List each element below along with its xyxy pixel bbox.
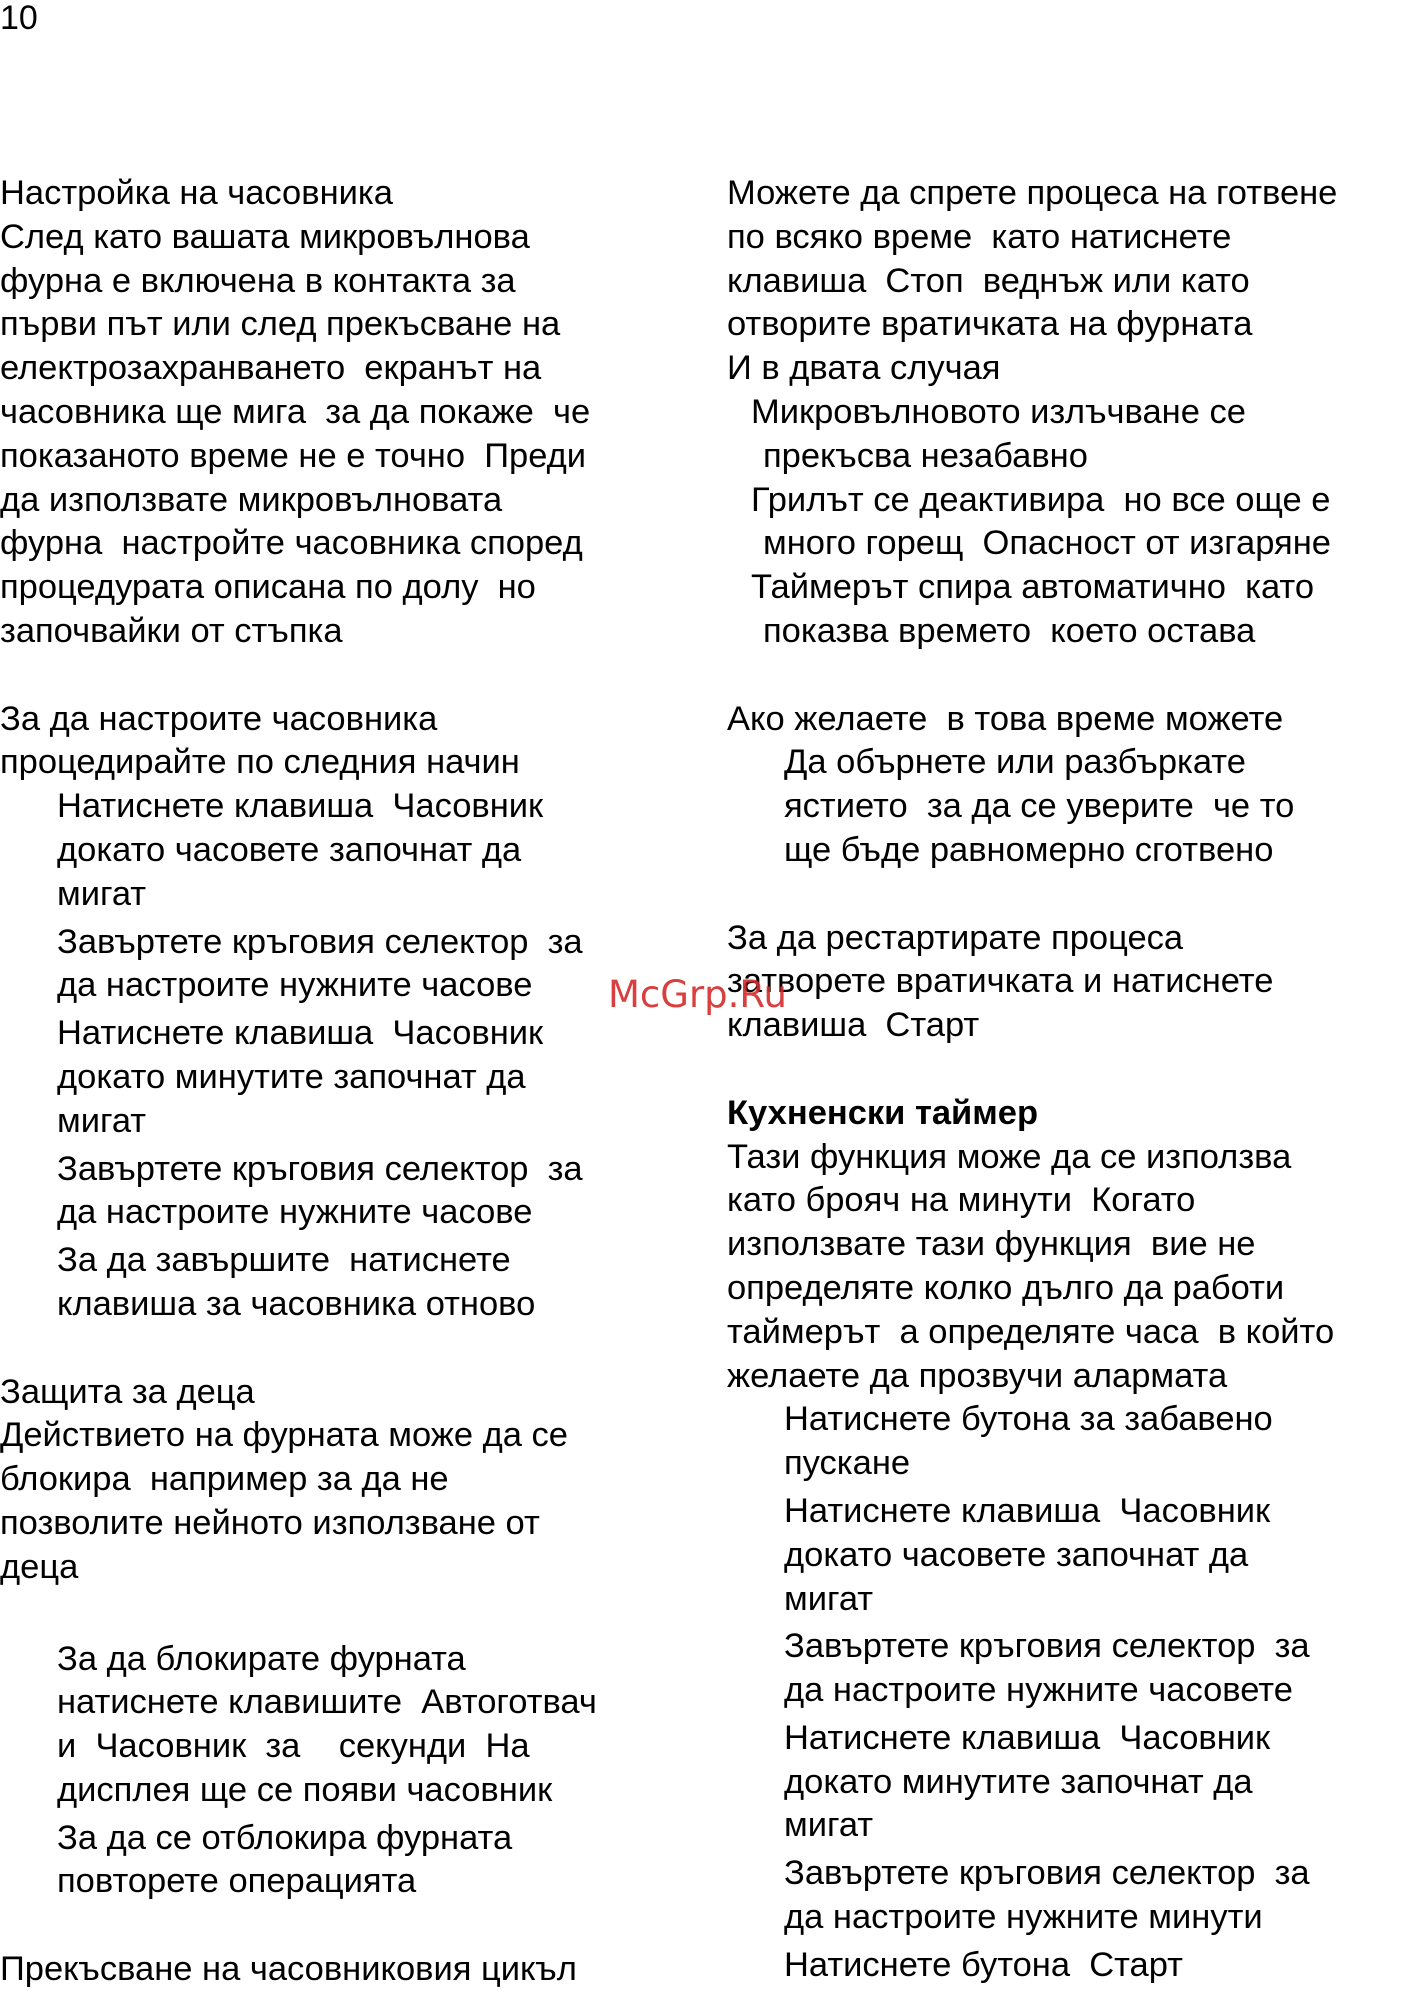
text-line: Действието на фурната може да се xyxy=(0,1416,568,1455)
spacer xyxy=(0,1327,690,1371)
spacer xyxy=(0,1904,690,1948)
text-line: докато часовете започнат да xyxy=(57,830,522,869)
list-item xyxy=(784,1398,1403,1486)
text-line: Натиснете клавиша Часовник xyxy=(784,1718,1271,1757)
text-line: дисплея ще се появи часовник xyxy=(57,1770,553,1809)
child-lock-section-title: Защита за деца xyxy=(0,1372,255,1411)
text-line: мигат xyxy=(784,1806,874,1845)
wish-list-item xyxy=(727,741,1403,872)
page-number: 10 xyxy=(0,0,38,37)
text-line: електрозахранването екранът на xyxy=(0,349,542,388)
text-line: като брояч на минути Когато xyxy=(727,1181,1196,1220)
text-line: За да се отблокира фурната xyxy=(57,1818,513,1857)
list-item xyxy=(784,1625,1403,1713)
right-column xyxy=(727,172,1403,1988)
clock-intro-paragraph xyxy=(0,216,690,654)
watermark-text: McGrp.Ru xyxy=(608,973,787,1016)
text-line: мигат xyxy=(57,1101,147,1140)
text-line: И в двата случая xyxy=(727,349,1001,388)
spacer xyxy=(0,1590,690,1638)
text-line: таймерът а определяте часа в който xyxy=(727,1312,1335,1351)
list-item xyxy=(57,1239,690,1327)
wish-intro-text: Ако желаете в това време можете xyxy=(727,699,1284,738)
text-line: да настроите нужните минути xyxy=(784,1898,1263,1937)
text-line: докато часовете започнат да xyxy=(784,1535,1249,1574)
clock-steps-list xyxy=(0,785,690,1327)
clock-procedure-paragraph xyxy=(0,698,690,786)
text-line: прекъсва незабавно xyxy=(763,436,1088,475)
text-line: Натиснете клавиша Часовник xyxy=(784,1491,1271,1530)
stop-effects-list xyxy=(727,391,1403,654)
text-line: Завъртете кръговия селектор за xyxy=(784,1627,1310,1666)
text-line: да използвате микровълновата xyxy=(0,480,503,519)
clock-section-title: Настройка на часовника xyxy=(0,174,393,212)
text-line: определяте колко дълго да работи xyxy=(727,1268,1285,1307)
text-line: Тази функция може да се използва xyxy=(727,1137,1292,1176)
stop-intro-paragraph xyxy=(727,172,1403,391)
text-line: да настроите нужните часове xyxy=(57,1193,533,1232)
list-item xyxy=(57,1638,690,1813)
text-line: докато минутите започнат да xyxy=(784,1762,1253,1801)
text-line: За да настроите часовника xyxy=(0,699,438,738)
list-item xyxy=(784,1490,1403,1621)
left-column xyxy=(0,172,690,1992)
text-line: Завъртете кръговия селектор за xyxy=(57,1149,583,1188)
text-line: ще бъде равномерно сготвено xyxy=(784,830,1274,869)
text-line: желаете да прозвучи алармата xyxy=(727,1356,1228,1395)
list-item xyxy=(784,1944,1403,1988)
text-line: За да рестартирате процеса xyxy=(727,918,1184,957)
spacer xyxy=(727,654,1403,698)
child-lock-steps-list xyxy=(0,1638,690,1905)
text-line: фурна настройте часовника според xyxy=(0,524,583,563)
text-line: затворете вратичката и натиснете xyxy=(727,962,1274,1001)
text-line: Да обърнете или разбъркате xyxy=(784,743,1246,782)
text-line: мигат xyxy=(784,1579,874,1618)
text-line: мигат xyxy=(57,874,147,913)
spacer xyxy=(727,1048,1403,1092)
list-item xyxy=(727,566,1403,654)
text-line: блокира например за да не xyxy=(0,1460,449,1499)
list-item xyxy=(57,785,690,916)
list-item xyxy=(57,921,690,1009)
text-line: започвайки от стъпка xyxy=(0,611,343,650)
text-line: клавиша Старт xyxy=(727,1006,980,1045)
list-item xyxy=(727,391,1403,479)
text-line: по всяко време като натиснете xyxy=(727,217,1232,256)
text-line: часовника ще мига за да покаже че xyxy=(0,392,591,431)
kitchen-timer-section-title: Кухненски таймер xyxy=(727,1093,1039,1132)
text-line: Натиснете бутона за забавено xyxy=(784,1400,1273,1439)
text-line: първи път или след прекъсване на xyxy=(0,305,561,344)
text-line: използвате тази функция вие не xyxy=(727,1225,1256,1264)
text-line: и Часовник за секунди На xyxy=(57,1727,530,1766)
kitchen-timer-steps-list xyxy=(727,1398,1403,1987)
text-line: процедирайте по следния начин xyxy=(0,743,520,782)
text-line: Натиснете клавиша Часовник xyxy=(57,1014,544,1053)
text-line: натиснете клавишите Автоготвач xyxy=(57,1683,597,1722)
text-line: Натиснете бутона Старт xyxy=(784,1945,1183,1984)
interrupt-section-title: Прекъсване на часовниковия цикъл xyxy=(0,1950,577,1989)
kitchen-timer-intro-paragraph xyxy=(727,1136,1403,1399)
text-line: пускане xyxy=(784,1444,911,1483)
text-line: позволите нейното използване от xyxy=(0,1503,540,1542)
text-line: ястието за да се уверите че то xyxy=(784,787,1295,826)
text-line: деца xyxy=(0,1547,79,1586)
child-lock-intro-paragraph xyxy=(0,1414,690,1589)
text-line: много горещ Опасност от изгаряне xyxy=(763,524,1331,563)
text-line: повторете операцията xyxy=(57,1862,417,1901)
text-line: Завъртете кръговия селектор за xyxy=(57,922,583,961)
text-line: показаното време не е точно Преди xyxy=(0,436,587,475)
restart-paragraph xyxy=(727,917,1403,1048)
text-line: фурна е включена в контакта за xyxy=(0,261,516,300)
text-line: Таймерът спира автоматично като xyxy=(751,568,1315,607)
spacer xyxy=(727,873,1403,917)
text-line: клавиша Стоп веднъж или като xyxy=(727,261,1250,300)
text-line: докато минутите започнат да xyxy=(57,1057,526,1096)
text-line: За да завършите натиснете xyxy=(57,1241,511,1280)
text-line: Грилът се деактивира но все още е xyxy=(751,480,1331,519)
list-item xyxy=(57,1148,690,1236)
spacer xyxy=(0,654,690,698)
text-line: клавиша за часовника отново xyxy=(57,1284,536,1323)
text-line: Можете да спрете процеса на готвене xyxy=(727,174,1338,212)
text-line: показва времето което остава xyxy=(763,611,1256,650)
text-line: След като вашата микровълнова xyxy=(0,217,530,256)
list-item xyxy=(784,1717,1403,1848)
text-line: отворите вратичката на фурната xyxy=(727,305,1253,344)
text-line: Завъртете кръговия селектор за xyxy=(784,1854,1310,1893)
text-line: Микровълновото излъчване се xyxy=(751,392,1246,431)
list-item xyxy=(727,479,1403,567)
text-line: За да блокирате фурната xyxy=(57,1639,466,1678)
text-line: Натиснете клавиша Часовник xyxy=(57,787,544,826)
list-item xyxy=(57,1817,690,1905)
list-item xyxy=(784,1852,1403,1940)
text-line: да настроите нужните часове xyxy=(57,966,533,1005)
list-item xyxy=(57,1012,690,1143)
text-line: процедурата описана по долу но xyxy=(0,568,536,607)
text-line: да настроите нужните часовете xyxy=(784,1671,1293,1710)
